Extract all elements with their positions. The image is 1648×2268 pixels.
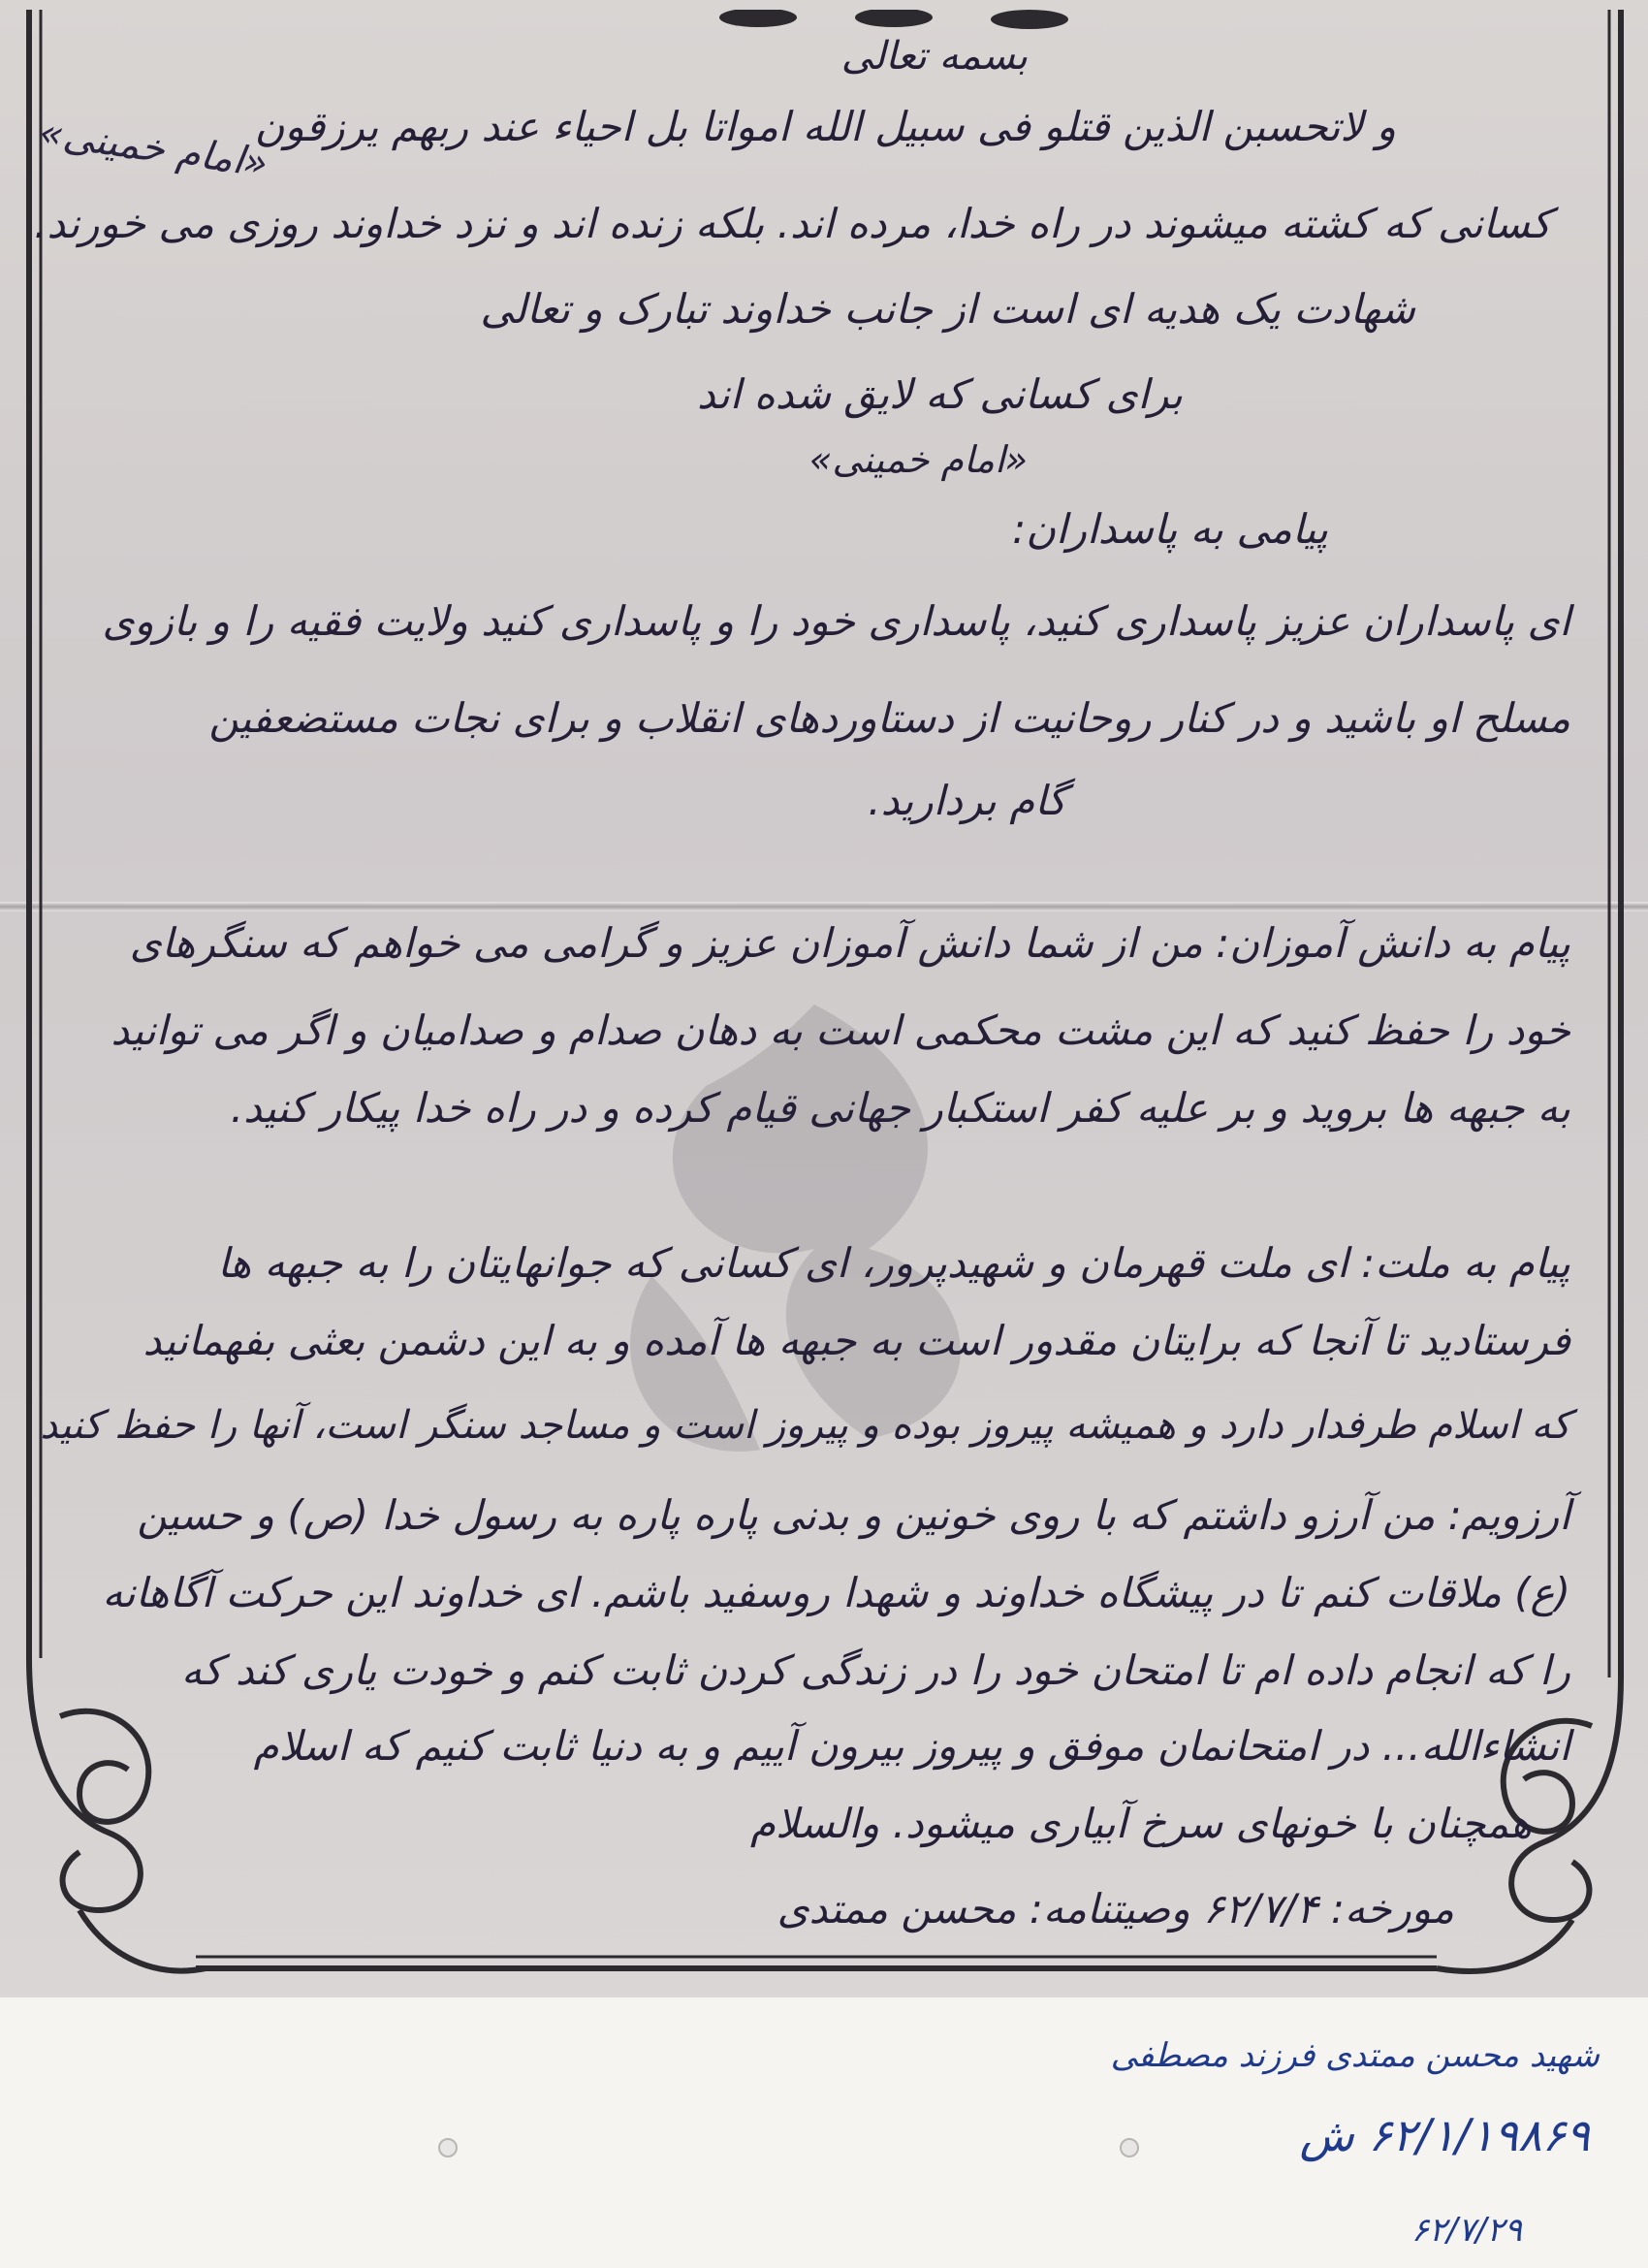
- punch-hole: [1120, 2138, 1139, 2157]
- letter-body: [34, 0, 1570, 1988]
- letter-line-11: پیام به دانش آموزان: من از شما دانش آموزان عزیز و گرامی می خواهم که سنگرهای: [129, 919, 1570, 967]
- letter-line-21: همچنان با خونهای سرخ آبیاری میشود. والسلام: [750, 1800, 1532, 1847]
- punch-hole: [438, 2138, 458, 2157]
- letter-line-05: برای کسانی که لایق شده اند: [697, 370, 1183, 418]
- stamp-name-line: شهید محسن ممتدی فرزند مصطفی: [1110, 2036, 1600, 2075]
- letter-line-07: پیامی به پاسداران:: [1012, 505, 1328, 553]
- letter-line-16: که اسلام طرفدار دارد و همیشه پیروز بوده و پیروز است و مساجد سنگر است، آنها را حفظ کنید: [40, 1403, 1570, 1448]
- letter-line-10: گام بردارید.: [868, 777, 1066, 824]
- margin-note-imam-khomeini: «امام خمینی»: [36, 110, 270, 187]
- letter-line-14: پیام به ملت: ای ملت قهرمان و شهیدپرور، ای کسانی که جوانهایتان را به جبهه ها: [217, 1239, 1570, 1287]
- letter-line-13: به جبهه ها بروید و بر علیه کفر استکبار جهانی قیام کرده و در راه خدا پیکار کنید.: [230, 1084, 1570, 1132]
- letter-line-02: و لاتحسبن الذین قتلو فی سبیل الله امواتا بل احیاء عند ربهم یرزقون: [254, 103, 1396, 150]
- letter-line-15: فرستادید تا آنجا که برایتان مقدور است به جبهه ها آمده و به این دشمن بعثی بفهمانید: [143, 1317, 1570, 1364]
- letter-line-20: انشاءالله... در امتحانمان موفق و پیروز بیرون آییم و به دنیا ثابت کنیم که اسلام: [253, 1722, 1570, 1770]
- stamp-date-line: ۶۲/۷/۲۹: [1410, 2211, 1522, 2250]
- letter-line-06: «امام خمینی»: [808, 438, 1028, 481]
- letter-line-08: ای پاسداران عزیز پاسداری کنید، پاسداری خود را و پاسداری کنید ولایت فقیه را و بازوی: [102, 597, 1570, 645]
- letter-line-01: بسمه تعالی: [840, 34, 1028, 79]
- letter-line-09: مسلح او باشید و در کنار روحانیت از دستاوردهای انقلاب و برای نجات مستضعفین: [208, 694, 1570, 742]
- letter-line-18: (ع) ملاقات کنم تا در پیشگاه خداوند و شهدا روسفید باشم. ای خداوند این حرکت آگاهانه: [102, 1569, 1570, 1616]
- registration-stamp: [1110, 2017, 1600, 2250]
- stamp-number-line: ۶۲/۱/۱۹۸۶۹ ش: [1299, 2109, 1590, 2161]
- letter-line-22: مورخه: ۶۲/۷/۴ وصیتنامه: محسن ممتدی: [776, 1885, 1454, 1933]
- letter-line-03: کسانی که کشته میشوند در راه خدا، مرده اند. بلکه زنده اند و نزد خداوند روزی می خورند.: [34, 200, 1551, 247]
- letter-line-04: شهادت یک هدیه ای است از جانب خداوند تبارک و تعالی: [480, 285, 1415, 333]
- letter-line-12: خود را حفظ کنید که این مشت محکمی است به دهان صدام و صدامیان و اگر می توانید: [111, 1006, 1570, 1054]
- letter-line-19: را که انجام داده ام تا امتحان خود را در زندگی کردن ثابت کنم و خودت یاری کند که: [180, 1646, 1570, 1694]
- letter-line-17: آرزویم: من آرزو داشتم که با روی خونین و بدنی پاره پاره به رسول خدا (ص) و حسین: [137, 1491, 1570, 1539]
